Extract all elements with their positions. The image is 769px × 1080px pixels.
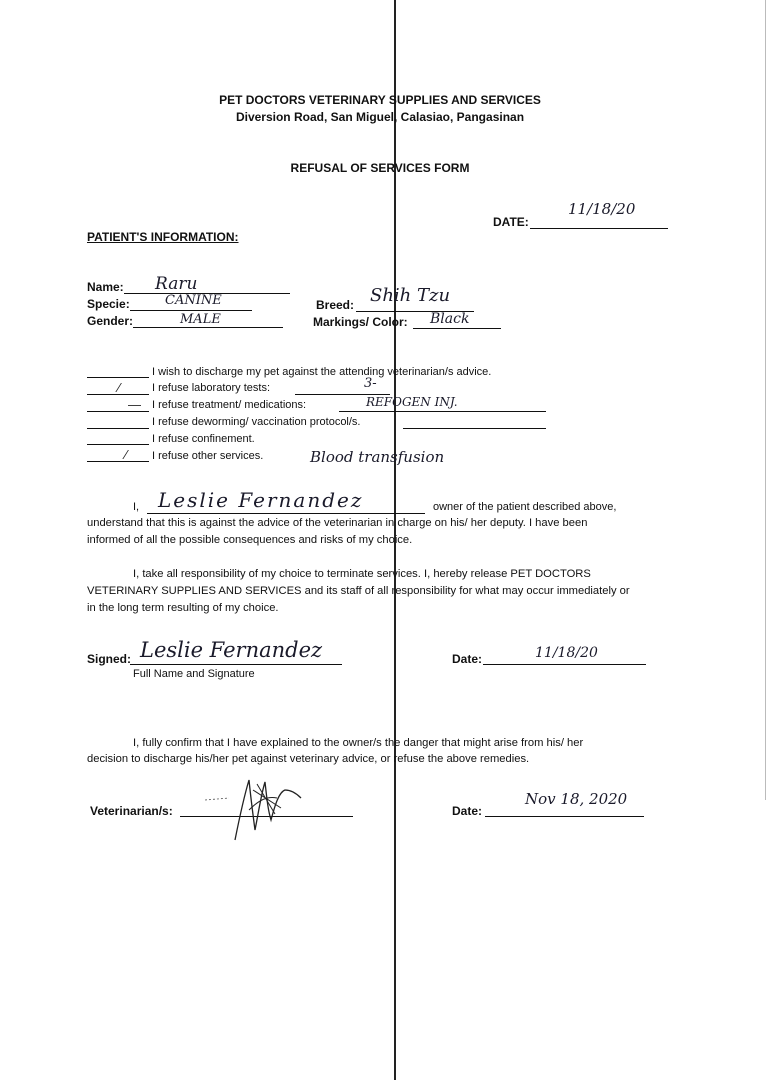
gender-label: Gender:	[87, 314, 134, 328]
veterinarian-date-label: Date:	[452, 804, 483, 818]
signed-label: Signed:	[87, 652, 131, 666]
form-title: REFUSAL OF SERVICES FORM	[290, 161, 470, 175]
owner-prefix: I,	[133, 501, 140, 513]
markings-line	[413, 328, 501, 329]
responsibility-line3: in the long term resulting of my choice.	[87, 602, 279, 614]
option-1-line	[87, 377, 149, 378]
option-3-text: I refuse treatment/ medications:	[152, 399, 307, 411]
veterinarian-date-line	[485, 816, 644, 817]
confirmation-line2: decision to discharge his/her pet against veterinary advice, or refuse the above remedies.	[87, 753, 530, 765]
signed-caption: Full Name and Signature	[133, 668, 255, 680]
company-name: PET DOCTORS VETERINARY SUPPLIES AND SERVICES	[219, 93, 541, 107]
name-value: Raru	[155, 274, 198, 294]
date-line	[530, 228, 668, 229]
option-5-text: I refuse confinement.	[152, 433, 255, 445]
responsibility-line1: I, take all responsibility of my choice to terminate services. I, hereby release PET DOCTORS	[133, 568, 591, 580]
responsibility-line2: VETERINARY SUPPLIES AND SERVICES and its staff of all responsibility for what may occur immediately or	[87, 585, 630, 597]
owner-line2: understand that this is against the advice of the veterinarian in charge on his/ her deputy. I have been	[87, 517, 588, 529]
date-label: DATE:	[493, 215, 529, 229]
owner-name: Leslie Fernandez	[158, 488, 364, 512]
confirmation-line1: I, fully confirm that I have explained to the owner/s the danger that might arise from his/ her	[133, 737, 584, 749]
option-2-text: I refuse laboratory tests:	[152, 382, 270, 394]
option-2-check: ⁄	[118, 380, 121, 395]
specie-value: CANINE	[165, 293, 222, 308]
breed-value: Shih Tzu	[370, 285, 451, 306]
option-3-check: —	[128, 397, 141, 412]
signed-date-line	[483, 664, 646, 665]
owner-line3: informed of all the possible consequences and risks of my choice.	[87, 534, 413, 546]
owner-signature: Leslie Fernandez	[140, 638, 323, 662]
signed-date-label: Date:	[452, 652, 483, 666]
option-5-line	[87, 444, 149, 445]
name-label: Name:	[87, 280, 124, 294]
option-6-line	[87, 461, 149, 462]
breed-label: Breed:	[316, 298, 355, 312]
veterinarian-date-value: Nov 18, 2020	[525, 790, 628, 808]
option-1-text: I wish to discharge my pet against the attending veterinarian/s advice.	[152, 366, 492, 378]
option-6-text: I refuse other services.	[152, 450, 264, 462]
option-6-detail: Blood transfusion	[310, 448, 445, 466]
markings-value: Black	[430, 311, 470, 327]
option-6-check: ⁄	[125, 447, 128, 462]
owner-name-line	[147, 513, 425, 514]
option-4-text: I refuse deworming/ vaccination protocol/s.	[152, 416, 361, 428]
company-address: Diversion Road, San Miguel, Calasiao, Pangasinan	[235, 110, 525, 124]
signed-date-value: 11/18/20	[535, 645, 598, 661]
veterinarian-signature	[205, 770, 315, 845]
specie-line	[130, 310, 252, 311]
date-value: 11/18/20	[568, 200, 636, 218]
gender-line	[133, 327, 283, 328]
option-2-detail: 3-	[364, 376, 377, 391]
option-4-line	[87, 428, 149, 429]
owner-line1-suffix: owner of the patient described above,	[433, 501, 617, 513]
veterinarian-label: Veterinarian/s:	[90, 804, 173, 818]
option-4-detail-line	[403, 428, 546, 429]
patient-section-title: PATIENT'S INFORMATION:	[87, 230, 239, 244]
option-3-detail-line	[339, 411, 546, 412]
option-3-detail: REFOGEN INJ.	[366, 395, 458, 409]
gender-value: MALE	[180, 312, 221, 327]
specie-label: Specie:	[87, 297, 130, 311]
markings-label: Markings/ Color:	[313, 315, 408, 329]
signed-line	[130, 664, 342, 665]
scan-edge	[765, 0, 766, 800]
